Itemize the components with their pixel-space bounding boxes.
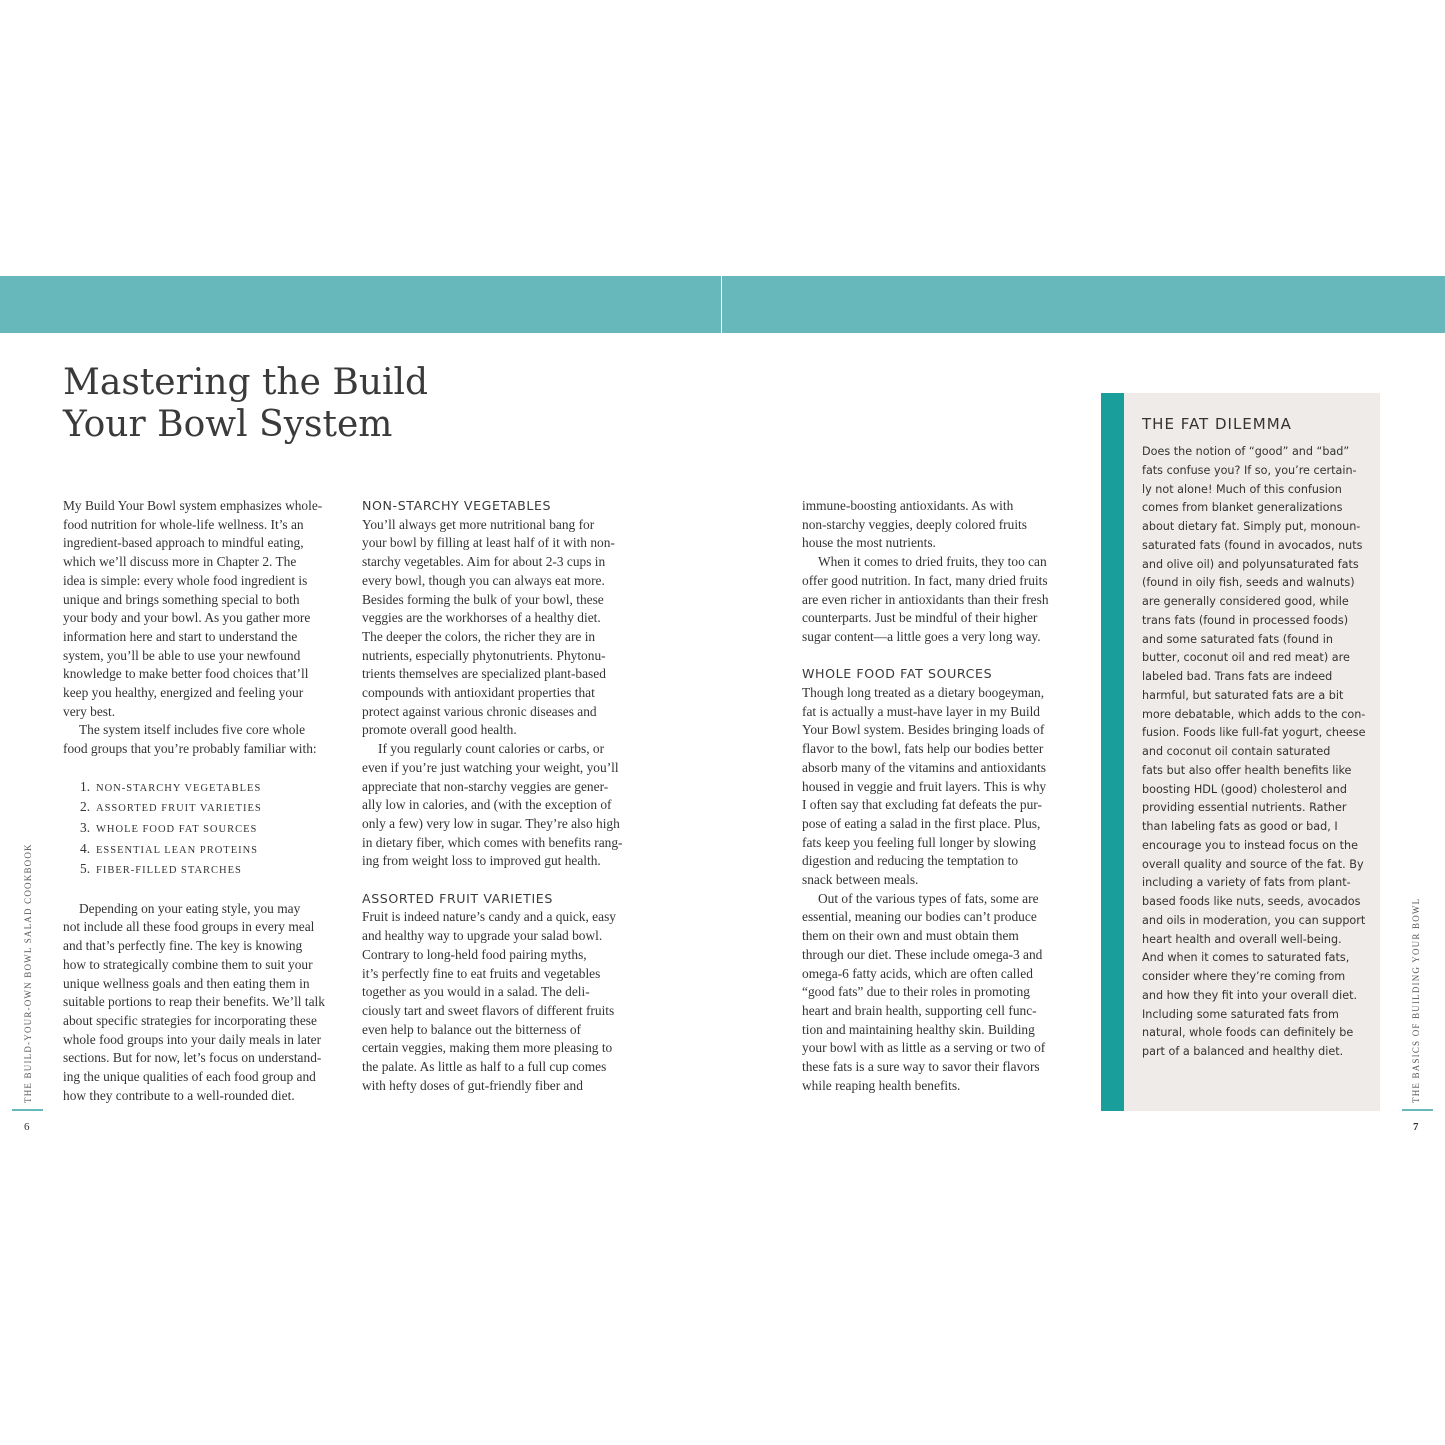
text-line: “good fats” due to their roles in promoting — [802, 984, 1030, 1000]
text-line: harmful, but saturated fats are a bit — [1142, 688, 1344, 702]
sidebar-accent-bar — [1101, 393, 1124, 1111]
running-head-right: THE BASICS OF BUILDING YOUR BOWL — [1411, 897, 1421, 1103]
text-line: are even richer in antioxidants than their fresh — [802, 591, 1049, 607]
text-line: idea is simple: every whole food ingredient is — [63, 572, 308, 588]
folio-rule-right — [1402, 1109, 1433, 1111]
text-line: Does the notion of “good” and “bad” — [1142, 445, 1350, 458]
section-heading: NON-STARCHY VEGETABLES — [362, 498, 552, 513]
paragraph — [63, 497, 325, 721]
text-line: omega-6 fatty acids, which are often called — [802, 965, 1033, 981]
text-line: part of a balanced and healthy diet. — [1142, 1045, 1344, 1058]
text-line: information here and start to understand the — [63, 628, 298, 644]
text-line: Out of the various types of fats, some are — [818, 890, 1039, 906]
text-line: appreciate that non-starchy veggies are gener- — [362, 778, 609, 794]
text-line: your body and your bowl. As you gather more — [63, 610, 311, 626]
text-line: I often say that excluding fat defeats the pur- — [802, 797, 1042, 813]
paragraph — [63, 721, 325, 758]
text-line: Besides forming the bulk of your bowl, these — [362, 591, 604, 607]
text-line: these fats is a sure way to savor their flavors — [802, 1059, 1040, 1075]
title-line: Your Bowl System — [63, 404, 393, 445]
paragraph — [802, 497, 1049, 553]
text-line: When it comes to dried fruits, they too can — [818, 554, 1047, 570]
list-item: 2. ASSORTED FRUIT VARIETIES — [80, 799, 262, 815]
text-line: trients themselves are specialized plant-based — [362, 666, 606, 682]
text-line: and that’s perfectly fine. The key is knowing — [63, 938, 303, 954]
text-line: and coconut oil contain saturated — [1142, 745, 1331, 758]
list-item: 1. NON-STARCHY VEGETABLES — [80, 778, 262, 794]
text-line: And when it comes to saturated fats, — [1142, 951, 1350, 965]
text-line: Fruit is indeed nature’s candy and a quick, easy — [362, 909, 616, 925]
text-line: through our diet. These include omega-3 and — [802, 946, 1043, 962]
text-line: keep you healthy, energized and feeling your — [63, 685, 304, 701]
text-line: how to strategically combine them to suit your — [63, 956, 313, 972]
text-line: more debatable, which adds to the con- — [1142, 707, 1366, 721]
text-line: and olive oil) and polyunsaturated fats — [1142, 557, 1359, 571]
list-item: 5. FIBER-FILLED STARCHES — [80, 861, 242, 877]
text-line: than labeling fats as good or bad, I — [1142, 820, 1338, 833]
text-line: fats confuse you? If so, you’re certain- — [1142, 463, 1357, 477]
text-line: The deeper the colors, the richer they are in — [362, 628, 596, 644]
text-line: sugar content—a little goes a very long way. — [802, 628, 1041, 644]
text-line: fats keep you feeling full longer by slowing — [802, 834, 1036, 850]
text-line: how they contribute to a well-rounded diet. — [63, 1087, 295, 1103]
text-line: flavor to the bowl, fats help our bodies better — [802, 741, 1044, 757]
text-line: tion and maintaining healthy skin. Building — [802, 1021, 1035, 1037]
text-line: unique wellness goals and then eating them in — [63, 975, 310, 991]
text-line: comes from blanket generalizations — [1142, 501, 1343, 515]
right-column — [802, 497, 1049, 1095]
text-line: ciously tart and sweet flavors of different fruits — [362, 1002, 615, 1018]
text-line: housed in veggie and fruit layers. This is why — [802, 778, 1047, 794]
text-line: food groups that you’re probably familiar with: — [63, 741, 317, 757]
title-line: Mastering the Build — [63, 362, 429, 403]
section-heading: WHOLE FOOD FAT SOURCES — [802, 666, 993, 682]
text-line: knowledge to make better food choices that’ll — [63, 666, 309, 682]
text-line: starchy vegetables. Aim for about 2-3 cups in — [362, 554, 606, 570]
text-line: unique and brings something special to both — [63, 591, 300, 607]
text-line: about dietary fat. Simply put, monoun- — [1142, 520, 1361, 533]
paragraph — [802, 684, 1049, 890]
text-line: You’ll always get more nutritional bang for — [362, 516, 595, 532]
text-line: your bowl by filling at least half of it with non- — [362, 535, 615, 551]
food-group-list — [63, 778, 325, 882]
text-line: natural, whole foods can definitely be — [1142, 1026, 1354, 1040]
text-line: digestion and reducing the temptation to — [802, 853, 1019, 869]
text-line: heart health and overall well-being. — [1142, 932, 1342, 946]
text-line: your bowl with as little as a serving or two of — [802, 1040, 1046, 1056]
left-column-2 — [362, 497, 623, 1095]
page-number-left: 6 — [24, 1121, 30, 1133]
paragraph — [362, 908, 623, 1095]
text-line: every bowl, though you can always eat more. — [362, 572, 605, 588]
text-line: including a variety of fats from plant- — [1142, 876, 1351, 890]
text-line: only a few) very low in sugar. They’re also high — [362, 815, 620, 831]
list-item: 3. WHOLE FOOD FAT SOURCES — [80, 819, 258, 835]
text-line: The system itself includes five core whole — [79, 722, 306, 738]
running-head-left: THE BUILD-YOUR-OWN BOWL SALAD COOKBOOK — [23, 843, 33, 1103]
text-line: immune-boosting antioxidants. As with — [802, 498, 1014, 513]
text-line: it’s perfectly fine to eat fruits and vegetables — [362, 965, 601, 981]
text-line: them on their own and must obtain them — [802, 928, 1019, 944]
page-title — [63, 362, 428, 446]
text-line: non-starchy veggies, deeply colored fruits — [802, 516, 1027, 532]
sidebar-title: THE FAT DILEMMA — [1142, 415, 1292, 433]
text-line: and oils in moderation, you can support — [1142, 913, 1366, 927]
list-item: 4. ESSENTIAL LEAN PROTEINS — [80, 840, 259, 856]
page-number-right: 7 — [1413, 1121, 1419, 1133]
text-line: fat is actually a must-have layer in my Build — [802, 703, 1040, 719]
text-line: very best. — [63, 703, 116, 719]
text-line: food nutrition for whole-life wellness. It’s an — [63, 516, 304, 532]
text-line: My Build Your Bowl system emphasizes whole- — [63, 498, 323, 513]
text-line: ing from weight loss to improved gut health. — [362, 853, 601, 869]
text-line: essential, meaning our bodies can’t produce — [802, 909, 1037, 925]
paragraph — [362, 740, 623, 871]
text-line: offer good nutrition. In fact, many dried fruits — [802, 572, 1048, 588]
text-line: fusion. Foods like full-fat yogurt, cheese — [1142, 726, 1366, 740]
text-line: compounds with antioxidant properties that — [362, 685, 595, 701]
text-line: encourage you to instead focus on the — [1142, 838, 1359, 852]
text-line: saturated fats (found in avocados, nuts — [1142, 538, 1363, 552]
text-line: system, you’ll be able to use your newfound — [63, 647, 301, 663]
text-line: while reaping health benefits. — [802, 1077, 961, 1093]
text-line: suitable portions to reap their benefits. We’ll talk — [63, 994, 325, 1010]
section-heading: ASSORTED FRUIT VARIETIES — [362, 890, 553, 906]
text-line: (found in oily fish, seeds and walnuts) — [1142, 576, 1355, 590]
text-line: are generally considered good, while — [1142, 595, 1349, 608]
paragraph — [362, 516, 623, 740]
text-line: Including some saturated fats from — [1142, 1007, 1339, 1021]
text-line: overall quality and source of the fat. By — [1142, 857, 1364, 871]
text-line: Contrary to long-held food pairing myths, — [362, 946, 587, 962]
text-line: with hefty doses of gut-friendly fiber and — [362, 1077, 583, 1093]
text-line: trans fats (found in processed foods) — [1142, 613, 1349, 627]
text-line: ly not alone! Much of this confusion — [1142, 482, 1342, 496]
text-line: even help to balance out the bitterness of — [362, 1021, 582, 1037]
text-line: house the most nutrients. — [802, 535, 936, 551]
text-line: If you regularly count calories or carbs, or — [378, 741, 605, 757]
text-line: ingredient-based approach to mindful eating, — [63, 535, 304, 551]
text-line: labeled bad. Trans fats are indeed — [1142, 670, 1333, 683]
text-line: and how they fit into your overall diet. — [1142, 988, 1358, 1002]
text-line: butter, coconut oil and red meat) are — [1142, 651, 1350, 665]
paragraph — [63, 900, 325, 1106]
text-line: nutrients, especially phytonutrients. Phytonu- — [362, 647, 606, 663]
text-line: heart and brain health, supporting cell func- — [802, 1002, 1037, 1018]
text-line: based foods like nuts, seeds, avocados — [1142, 895, 1361, 908]
text-line: and healthy way to upgrade your salad bowl. — [362, 928, 603, 944]
text-line: which we’ll discuss more in Chapter 2. The — [63, 554, 297, 570]
text-line: ing the unique qualities of each food group and — [63, 1069, 316, 1085]
text-line: sections. But for now, let’s focus on understand- — [63, 1050, 322, 1066]
text-line: and some saturated fats (found in — [1142, 632, 1333, 646]
text-line: absorb many of the vitamins and antioxidants — [802, 759, 1046, 775]
text-line: fats but also offer health benefits like — [1142, 763, 1352, 777]
folio-rule-left — [12, 1109, 43, 1111]
text-line: counterparts. Just be mindful of their higher — [802, 610, 1038, 626]
text-line: ally low in calories, and (with the exception of — [362, 797, 612, 813]
header-band-right — [722, 276, 1445, 333]
text-line: providing essential nutrients. Rather — [1142, 801, 1347, 815]
text-line: the palate. As little as half to a full cup comes — [362, 1059, 607, 1075]
header-band-left — [0, 276, 721, 333]
text-line: about specific strategies for incorporating these — [63, 1012, 317, 1028]
text-line: even if you’re just watching your weight, you’ll — [362, 759, 619, 775]
text-line: Depending on your eating style, you may — [79, 900, 301, 916]
text-line: boosting HDL (good) cholesterol and — [1142, 782, 1347, 796]
sidebar-fat-dilemma — [1101, 393, 1380, 1111]
text-line: snack between meals. — [802, 872, 919, 888]
text-line: certain veggies, making them more pleasing to — [362, 1040, 613, 1056]
left-column-1 — [63, 497, 325, 1105]
text-line: whole food groups into your daily meals in later — [63, 1031, 322, 1047]
text-line: Your Bowl system. Besides bringing loads of — [802, 722, 1045, 738]
text-line: not include all these food groups in every meal — [63, 919, 315, 935]
text-line: promote overall good health. — [362, 722, 517, 738]
paragraph — [802, 890, 1049, 1096]
paragraph — [802, 553, 1049, 647]
sidebar-body — [1142, 443, 1365, 1062]
text-line: protect against various chronic diseases and — [362, 703, 597, 719]
text-line: pose of eating a salad in the first place. Plus, — [802, 815, 1041, 831]
text-line: veggies are the workhorses of a healthy diet. — [362, 610, 601, 626]
text-line: together as you would in a salad. The deli- — [362, 984, 590, 1000]
text-line: consider where they’re coming from — [1142, 970, 1346, 983]
text-line: in dietary fiber, which comes with benefits rang- — [362, 834, 623, 850]
text-line: Though long treated as a dietary boogeyman, — [802, 685, 1045, 701]
